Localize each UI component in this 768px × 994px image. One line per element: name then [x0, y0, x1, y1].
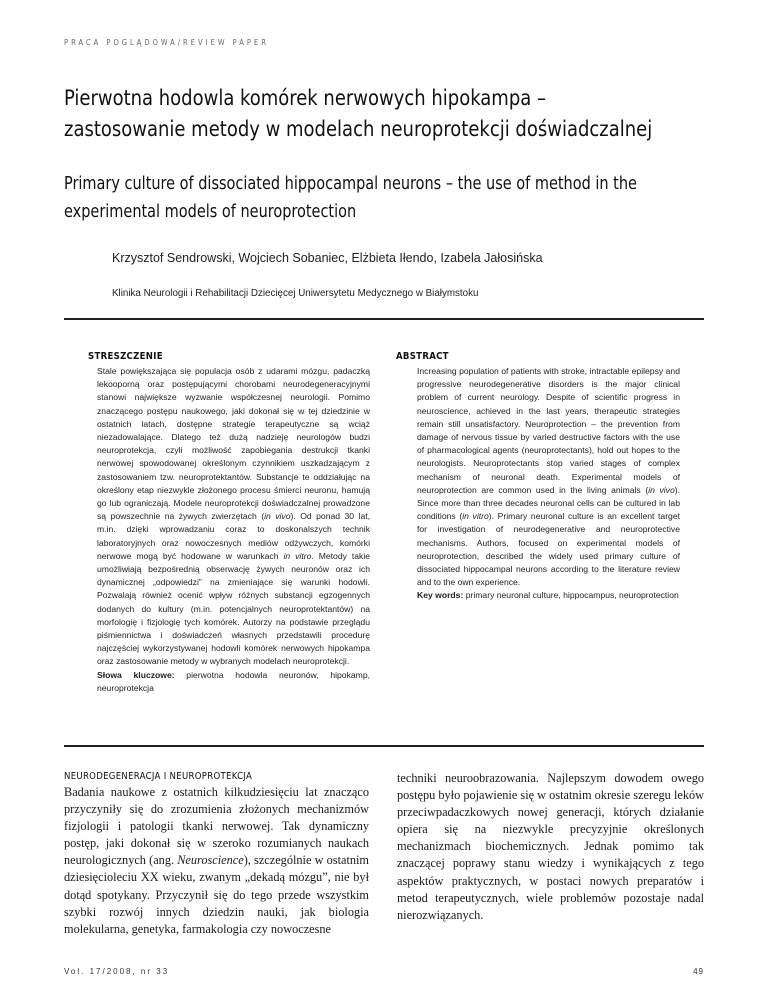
article-title-polish: Pierwotna hodowla komórek nerwowych hipokampa – zastosowanie metody w modelach neuroprotekcji doświadczalnej	[64, 86, 653, 142]
abstract-keywords-label: Key words:	[417, 590, 464, 601]
author-list: Krzysztof Sendrowski, Wojciech Sobaniec, Elżbieta Iłendo, Izabela Jałosińska	[112, 251, 543, 265]
streszczenie-text: Stale powiększająca się populacja osób z udarami mózgu, padaczką lekooporną oraz postępującymi chorobami neurodegeneracyjnymi stanowi największe wyzwanie współczesnej neurologii. Pomimo znaczącego postępu naukowego, jaki dokonał się w tej dziedzinie w ostatnich latach, dostępne strategie terapeutyczne są wciąż niezadowalające. Dlatego też dużą nadzieję neurologów budzi neuroprotekcja, czyli możliwość zapobiegania destrukcji tkanki nerwowej spowodowanej określonym czynnikiem uszkadzającym z zastosowaniem tzw. neuroprotektantów. Substancje te oddziałując na określony etap niezwykle złożonego procesu śmierci neuronu, hamują go lub ograniczają. Modele neuroprotekcji doświadczalnej prowadzone są powszechnie na żywych zwierzętach (in vivo). Od ponad 30 lat, m.in. dzięki wprowadzaniu coraz to doskonalszych technik laboratoryjnych oraz nowoczesnych mediów odżywczych, komórki nerwowe mogą być hodowane w warunkach in vitro. Metody takie umożliwiają bezpośrednią obserwację żywych neuronów oraz ich dynamicznej „odpowiedzi” na zmieniające się warunki hodowli. Pozwalają również ocenić wpływ różnych substancji egzogennych dodanych do kultury (m.in. potencjalnych neuroprotektantów) na morfologię i fizjologię tych komórek. Autorzy na podstawie przeglądu piśmiennictwa i doświadczeń własnych przedstawili procedurę najczęściej wykorzystywanej hodowli komórek nerwowych hipokampa oraz zastosowanie metody w wybranych modelach neuroprotekcji. Słowa kluczowe: pierwotna hodowla neuronów, hipokamp, neuroprotekcja	[97, 366, 371, 693]
body-section-heading: NEURODEGENERACJA I NEUROPROTEKCJA	[64, 771, 253, 782]
page-number: 49	[693, 967, 704, 976]
journal-info: Vol. 17/2008, nr 33	[64, 967, 170, 976]
abstract-heading: ABSTRACT	[396, 351, 449, 362]
top-divider	[64, 318, 704, 320]
abstract-section	[396, 351, 680, 603]
section-label: PRACA POGLĄDOWA/REVIEW PAPER	[64, 38, 269, 47]
streszczenie-keywords: pierwotna hodowla neuronów, hipokamp, neuroprotekcja	[97, 669, 370, 693]
body-right-text: techniki neuroobrazowania. Najlepszym dowodem owego postępu było pojawienie się w ostatnim okresie szeregu leków przeciwpadaczkowych nowej generacji, których działanie opiera się na niezwykle precyzyjnie określonych mechanizmach biochemicznych. Jednak pomimo tak znaczącej poprawy stanu wiedzy i wynikających z tego aspektów praktycznych, w postaci nowych preparatów i metod terapeutycznych, wiele problemów pozostaje nadal nierozwiązanych.	[397, 771, 704, 922]
body-left-column	[64, 771, 369, 938]
article-title-english: Primary culture of dissociated hippocampal neurons – the use of method in the experimental models of neuroprotection	[64, 174, 637, 222]
streszczenie-heading: STRESZCZENIE	[88, 351, 163, 362]
abstract-text: Increasing population of patients with stroke, intractable epilepsy and progressive neurodegenerative disorders is the major clinical problem of current neurology. Despite of scientific progress in neuroscience, achieved in the last years, therapeutic strategies remain still unsatisfactory. Neuroprotection – the prevention from damage of nervous tissue by varied destructive factors with the use of pharmacological agents (neuroprotectants), hold out hopes to the neurologists. Neuroprotectants stop varied stages of complex mechanism of neuronal death. Experimental models of neuroprotection are common used in the living animals (in vivo). Since more than three decades neuronal cells can be cultured in lab conditions (in vitro). Primary neuronal culture is an excellent target for investigation of neurodegenerative and neuroprotective mechanisms. Authors, focused on experimental models of neuroprotection, described the widely used primary culture of dissociated hippocampal neurons according to the literature review and to the own experience. Key words: primary neuronal culture, hippocampus, neuroprotection	[417, 366, 681, 601]
bottom-divider	[64, 745, 704, 747]
body-left-text: Badania naukowe z ostatnich kilkudziesięciu lat znacząco przyczyniły się do zrozumienia złożonych mechanizmów fizjologii i patologii tkanki nerwowej. Tak dynamiczny postęp, jaki dokonał się w szeroko rozumianych naukach neurologicznych (ang. Neuroscience), szczególnie w ostatnim dziesięcioleciu XX wieku, zwanym „dekadą mózgu”, nie był dotąd spotykany. Przyczynił się do tego przede wszystkim szybki rozwój innych dziedzin nauki, jak biologia molekularna, genetyka, farmakologia czy nowoczesne	[64, 785, 369, 936]
abstract-keywords: primary neuronal culture, hippocampus, neuroprotection	[463, 590, 679, 601]
affiliation: Klinika Neurologii i Rehabilitacji Dziecięcej Uniwersytetu Medycznego w Białymstoku	[112, 288, 479, 299]
streszczenie-keywords-label: Słowa kluczowe:	[97, 669, 175, 680]
streszczenie-section	[88, 351, 370, 695]
